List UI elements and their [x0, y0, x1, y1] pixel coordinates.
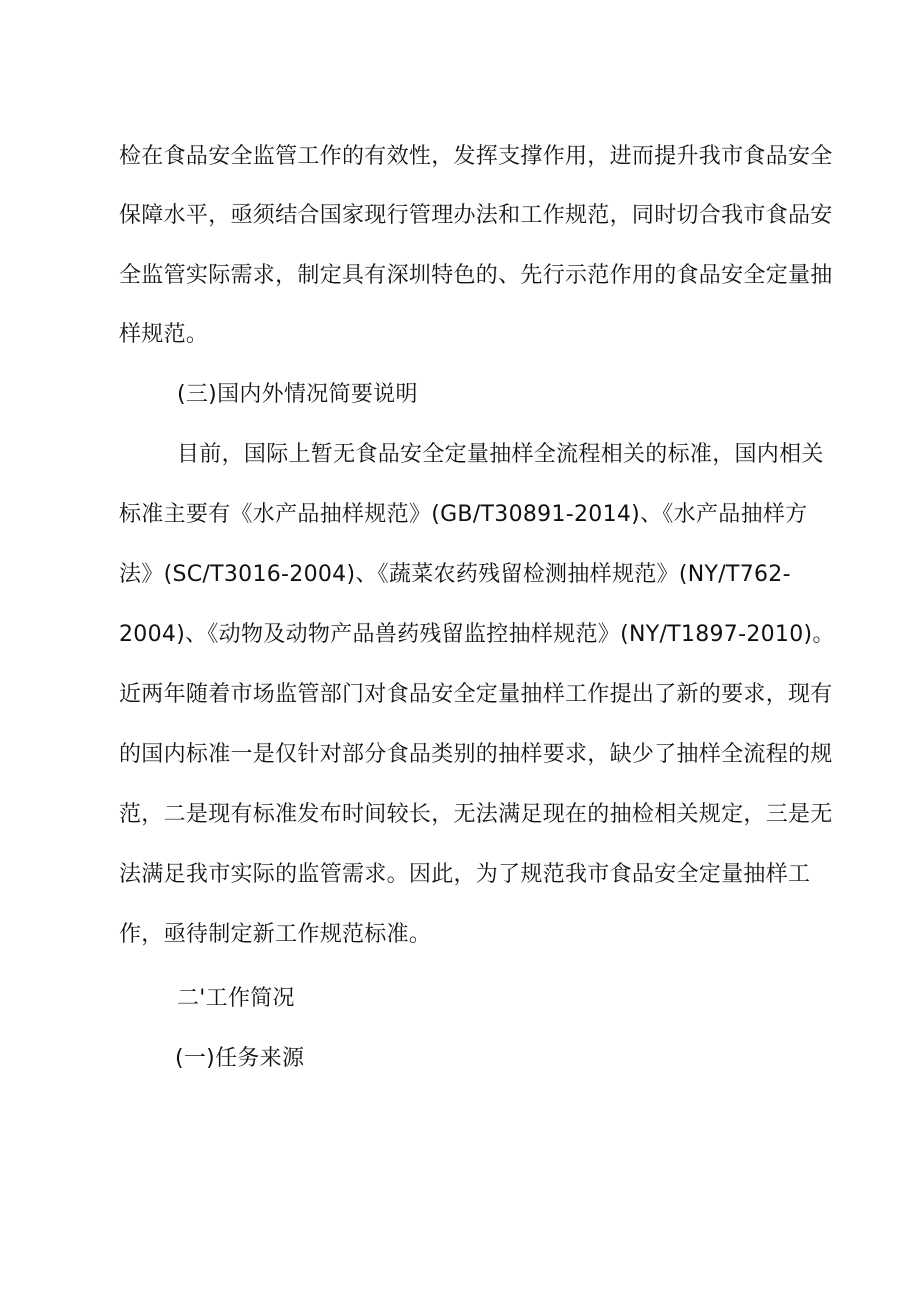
paragraph-line: 样规范。	[119, 322, 209, 347]
paragraph-line: 保障水平，亟须结合国家现行管理办法和工作规范，同时切合我市食品安	[119, 203, 833, 228]
paragraph-line: 近两年随着市场监管部门对食品安全定量抽样工作提出了新的要求，现有	[119, 682, 833, 707]
paragraph-line: 目前，国际上暂无食品安全定量抽样全流程相关的标准，国内相关	[177, 442, 824, 467]
paragraph-line: 2004)、《动物及动物产品兽药残留监控抽样规范》(NY/T1897-2010)。	[119, 622, 835, 647]
section-heading: (三)国内外情况简要说明	[177, 382, 418, 407]
subsection-heading: (一)任务来源	[175, 1046, 305, 1071]
paragraph-line: 法》(SC/T3016-2004)、《蔬菜农药残留检测抽样规范》(NY/T762-	[119, 562, 791, 587]
paragraph-line: 的国内标准一是仅针对部分食品类别的抽样要求，缺少了抽样全流程的规	[119, 742, 833, 767]
section-heading: 二'工作简况	[177, 986, 295, 1011]
paragraph-line: 范，二是现有标准发布时间较长，无法满足现在的抽检相关规定，三是无	[119, 802, 833, 827]
paragraph-line: 检在食品安全监管工作的有效性，发挥支撑作用，进而提升我市食品安全	[119, 144, 833, 169]
paragraph-line: 法满足我市实际的监管需求。因此，为了规范我市食品安全定量抽样工	[119, 862, 811, 887]
paragraph-line: 全监管实际需求，制定具有深圳特色的、先行示范作用的食品安全定量抽	[119, 263, 833, 288]
paragraph-line: 标准主要有《水产品抽样规范》(GB/T30891-2014)、《水产品抽样方	[119, 502, 808, 527]
paragraph-line: 作，亟待制定新工作规范标准。	[119, 922, 432, 947]
